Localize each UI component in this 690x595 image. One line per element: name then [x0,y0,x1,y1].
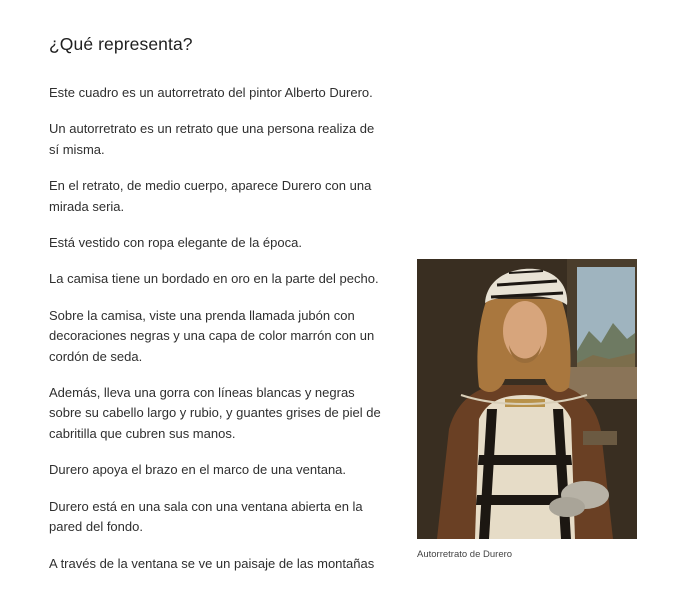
painting-caption: Autorretrato de Durero [417,549,513,560]
durero-self-portrait-image [417,259,637,539]
paragraph: A través de la ventana se ve un paisaje de las montañas [49,555,375,571]
paragraph: Sobre la camisa, viste una prenda llamada jubón con decoraciones negras y una capa de color marrón con un cordón de seda. [49,307,375,364]
paragraph: Este cuadro es un autorretrato del pintor Alberto Durero. [49,85,373,100]
painting-figure [417,259,637,560]
paragraph: Un autorretrato es un retrato que una persona realiza de sí misma. [49,121,375,157]
paragraph: Durero está en una sala con una ventana abierta en la pared del fondo. [49,498,363,535]
painting-face [503,301,547,361]
article-body [49,83,387,590]
paragraph: Durero apoya el brazo en el marco de una ventana. [49,462,347,478]
paragraph: En el retrato, de medio cuerpo, aparece Durero con una mirada seria. [49,178,372,214]
paragraph: Está vestido con ropa elegante de la época. [49,235,302,251]
paragraph: La camisa tiene un bordado en oro en la parte del pecho. [49,271,379,287]
paragraph: Además, lleva una gorra con líneas blancas y negras sobre su cabello largo y rubio, y guantes grises de piel de cabritilla que cubren sus manos. [49,385,381,441]
page-title: ¿Qué representa? [49,34,193,54]
